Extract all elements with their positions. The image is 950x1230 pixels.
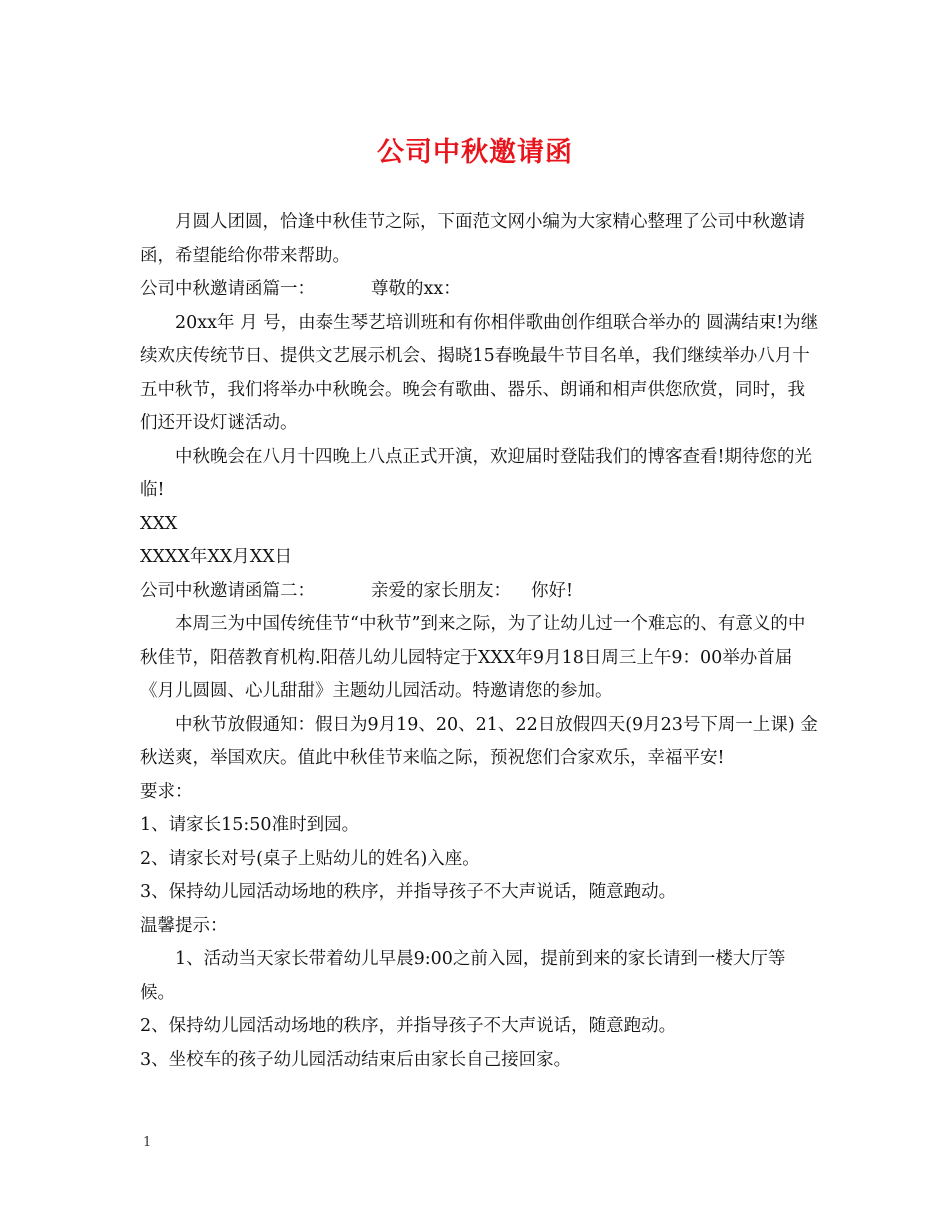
tip-item: 2、保持幼儿园活动场地的秩序，并指导孩子不大声说话，随意跑动。 [140, 1016, 677, 1036]
tip-item: 3、坐校车的孩子幼儿园活动结束后由家长自己接回家。 [140, 1049, 572, 1070]
tips-label: 温馨提示： [140, 915, 228, 936]
intro-paragraph: 月圆人团圆，恰逢中秋佳节之际，下面范文网小编为大家精心整理了公司中秋邀请函，希望能给你带来帮助。 [140, 212, 805, 266]
paragraph-2: 中秋晚会在八月十四晚上八点正式开演，欢迎届时登陆我们的博客查看!期待您的光临! [140, 446, 813, 500]
part1-heading-line [140, 273, 820, 307]
part1-label: 公司中秋邀请函篇一： [140, 279, 315, 299]
paragraph-3: 本周三为中国传统佳节“中秋节”到来之际，为了让幼儿过一个难忘的、有意义的中秋佳节，阳蓓教育机构.阳蓓儿幼儿园特定于XXX年9月18日周三上午9：00举办首届《月儿圆圆、心儿甜甜》主题幼儿园活动。特邀请您的参加。 [140, 614, 806, 701]
document-title: 公司中秋邀请函 [377, 137, 573, 168]
paragraph-4: 中秋节放假通知：假日为9月19、20、21、22日放假四天(9月23号下周一上课) 金秋送爽，举国欢庆。值此中秋佳节来临之际，预祝您们合家欢乐，幸福平安! [140, 714, 818, 768]
part2-greeting: 亲爱的家长朋友： [371, 580, 511, 601]
part2-heading-line [140, 575, 820, 609]
document-body [140, 206, 820, 1077]
part2-label: 公司中秋邀请函篇二： [140, 580, 315, 601]
tip-item: 1、活动当天家长带着幼儿早晨9:00之前入园，提前到来的家长请到一楼大厅等候。 [140, 949, 786, 1003]
part2-hello: 你好! [531, 580, 574, 601]
part1-greeting: 尊敬的xx： [371, 279, 461, 299]
paragraph-1: 20xx年 月 号，由泰生琴艺培训班和有你相伴歌曲创作组联合举办的 圆满结束!为继续欢庆传统节日、提供文艺展示机会、揭晓15春晚最牛节目名单，我们继续举办八月十五中秋节，我们将举办中秋晚会。晚会有歌曲、器乐、朗诵和相声供您欣赏，同时，我们还开设灯谜活动。 [140, 312, 819, 433]
requirement-item: 2、请家长对号(桌子上贴幼儿的姓名)入座。 [140, 848, 480, 869]
signature-date: XXXX年XX月XX日 [140, 547, 293, 567]
requirement-item: 3、保持幼儿园活动场地的秩序，并指导孩子不大声说话，随意跑动。 [140, 882, 677, 902]
signature-name: XXX [140, 513, 178, 534]
requirements-label: 要求： [140, 781, 193, 802]
page-number: 1 [143, 1135, 152, 1150]
requirement-item: 1、请家长15:50准时到园。 [140, 815, 360, 835]
